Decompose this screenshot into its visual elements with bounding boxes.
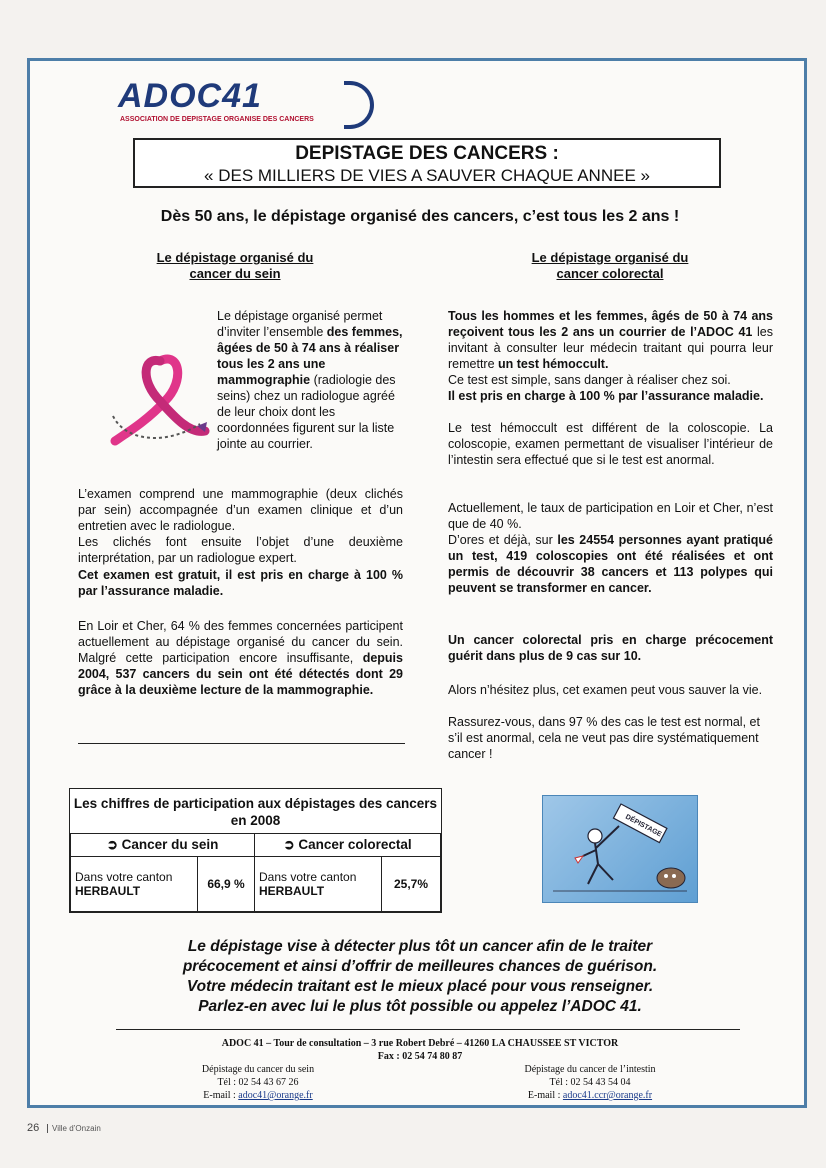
footer-right-email-link[interactable]: adoc41.ccr@orange.fr	[562, 1090, 653, 1101]
cartoon-illustration	[543, 796, 697, 902]
right-p1-c: un test hémoccult.	[498, 357, 609, 371]
right-p6-b: les 24554 personnes ayant pratiqué un test, 419 coloscopies ont été réalisées et ont permis de découvrir 38 cancers et 113 polypes qui peuvent se transformer en cancer.	[448, 533, 773, 595]
slogan-line4: Parlez-en avec lui le plus tôt possible ou appelez l’ADOC 41.	[198, 998, 642, 1015]
left-title-line2: cancer du sein	[189, 266, 281, 281]
slogan-line2: précocement et ainsi d’offrir de meilleures chances de guérison.	[182, 958, 658, 975]
footer-left-email-label: E-mail :	[203, 1090, 239, 1101]
left-intro-a: Le dépistage organisé permet d’inviter l’ensemble	[217, 309, 383, 339]
footer-left-email-link[interactable]: adoc41@orange.fr	[238, 1090, 313, 1101]
right-p9-a: Rassurez-vous, dans 97 % des cas le test est normal, et s’il est anormal, cela ne veut pas dire	[448, 715, 760, 745]
stats-canton-colorectal	[255, 857, 382, 912]
footer-address-block	[30, 1037, 810, 1063]
footer-left-contact	[158, 1063, 358, 1102]
right-p6	[448, 532, 773, 596]
footer-left-label: Dépistage du cancer du sein	[201, 1064, 315, 1075]
stats-canton-sein	[71, 857, 198, 912]
stats-grid	[70, 833, 441, 912]
title-line2: « DES MILLIERS DE VIES A SAUVER CHAQUE ANNEE »	[204, 166, 650, 185]
title-line1: DEPISTAGE DES CANCERS :	[295, 143, 559, 164]
canton-name: HERBAULT	[75, 884, 141, 898]
stats-header-sein: ➲ Cancer du sein	[71, 834, 255, 857]
depistage-cartoon	[542, 795, 698, 903]
footer-right-label: Dépistage du cancer de l’intestin	[524, 1064, 656, 1075]
pink-ribbon-icon	[105, 346, 225, 456]
stats-title: Les chiffres de participation aux dépistages des cancers en 2008	[73, 796, 438, 828]
footer-right-email-label: E-mail :	[527, 1090, 563, 1101]
stats-table	[69, 788, 442, 913]
left-p3: Les clichés font ensuite l’objet d’une deuxième interprétation, par un radiologue expert.	[78, 535, 403, 565]
stats-header-colorectal: ➲ Cancer colorectal	[255, 834, 441, 857]
logo-tagline: ASSOCIATION DE DEPISTAGE ORGANISE DES CANCERS	[120, 116, 314, 123]
left-title-line1: Le dépistage organisé du	[156, 250, 314, 265]
slogan-line1: Le dépistage vise à détecter plus tôt un cancer afin de le traiter	[187, 938, 653, 955]
right-p3: Il est pris en charge à 100 % par l’assurance maladie.	[448, 389, 764, 403]
left-column-title	[110, 250, 360, 282]
right-p7: Un cancer colorectal pris en charge précocement guérit dans plus de 9 cas sur 10.	[448, 633, 773, 663]
right-title-line1: Le dépistage organisé du	[531, 250, 689, 265]
slogan-line3: Votre médecin traitant est le mieux placé pour vous renseigner.	[186, 978, 654, 995]
logo-arc-icon	[344, 81, 374, 129]
right-p1-b: les invitant à consulter leur médecin traitant qui pourra leur remettre	[448, 325, 773, 371]
subtitle: Dès 50 ans, le dépistage organisé des cancers, c’est tous les 2 ans !	[160, 208, 680, 225]
left-intro-b: des femmes, âgées de 50 à 74 ans à réaliser tous les 2 ans une mammographie	[217, 325, 403, 387]
right-p8: Alors n’hésitez plus, cet examen peut vous sauver la vie.	[448, 683, 763, 697]
right-p9	[448, 714, 773, 762]
right-p4: Le test hémoccult est différent de la coloscopie. La coloscopie, examen permettant de visualiser l’intérieur de l’intestin sera effectué que si le test est anormal.	[448, 421, 773, 467]
right-p6-a: D’ores et déjà, sur	[448, 533, 558, 547]
left-intro-c: (radiologie des seins) chez un radiologue agréé de leur choix dont les coordonnées figurent sur la liste jointe au courrier.	[217, 373, 396, 451]
slogan	[30, 937, 810, 1017]
footer-left-tel: Tél : 02 54 43 67 26	[217, 1077, 299, 1088]
left-p2: L’examen comprend une mammographie (deux clichés par sein) accompagnée d’un examen clinique et d’un entretien avec le radiologue.	[78, 487, 403, 533]
logo-name: ADOC41	[118, 77, 262, 115]
cartoon-sign: DÉPISTAGE	[624, 813, 663, 839]
article-frame	[27, 58, 807, 1108]
left-p4: Cet examen est gratuit, il est pris en charge à 100 % par l’assurance maladie.	[78, 568, 403, 598]
right-title-line2: cancer colorectal	[556, 266, 664, 281]
footer-fax: Fax : 02 54 74 80 87	[377, 1051, 463, 1062]
adoc41-logo	[118, 79, 378, 129]
canton-label: Dans votre canton	[75, 870, 173, 884]
page-name: Ville d’Onzain	[47, 1124, 101, 1133]
divider-line	[78, 743, 405, 744]
title-box	[133, 138, 721, 188]
footer-right-contact	[470, 1063, 710, 1102]
stats-value-colorectal: 25,7%	[382, 857, 441, 912]
left-intro	[217, 308, 407, 452]
right-column-title	[485, 250, 735, 282]
right-p1	[448, 308, 773, 372]
right-p2: Ce test est simple, sans danger à réaliser chez soi.	[448, 373, 731, 387]
right-p5: Actuellement, le taux de participation en Loir et Cher, n’est que de 40 %.	[448, 501, 773, 531]
left-p5-b: depuis 2004, 537 cancers du sein ont été détectés dont 29 grâce à la deuxième lecture de la mammographie.	[78, 651, 403, 697]
footer-address: ADOC 41 – Tour de consultation – 3 rue Robert Debré – 41260 LA CHAUSSEE ST VICTOR	[221, 1038, 619, 1049]
left-p5	[78, 618, 403, 698]
footer-divider	[116, 1029, 740, 1030]
right-p9-b: systématiquement cancer !	[448, 731, 759, 761]
left-p5-a: En Loir et Cher, 64 % des femmes concernées participent actuellement au dépistage organisé du cancer du sein. Malgré cette participation encore insuffisante,	[78, 619, 403, 665]
footer-right-tel: Tél : 02 54 43 54 04	[549, 1077, 631, 1088]
canton-label: Dans votre canton	[259, 870, 357, 884]
canton-name: HERBAULT	[259, 884, 325, 898]
page-number: 26	[27, 1122, 40, 1134]
stats-value-sein: 66,9 %	[198, 857, 255, 912]
right-p1-a: Tous les hommes et les femmes, âgés de 50 à 74 ans reçoivent tous les 2 ans un courrier de l’ADOC 41	[448, 309, 773, 339]
